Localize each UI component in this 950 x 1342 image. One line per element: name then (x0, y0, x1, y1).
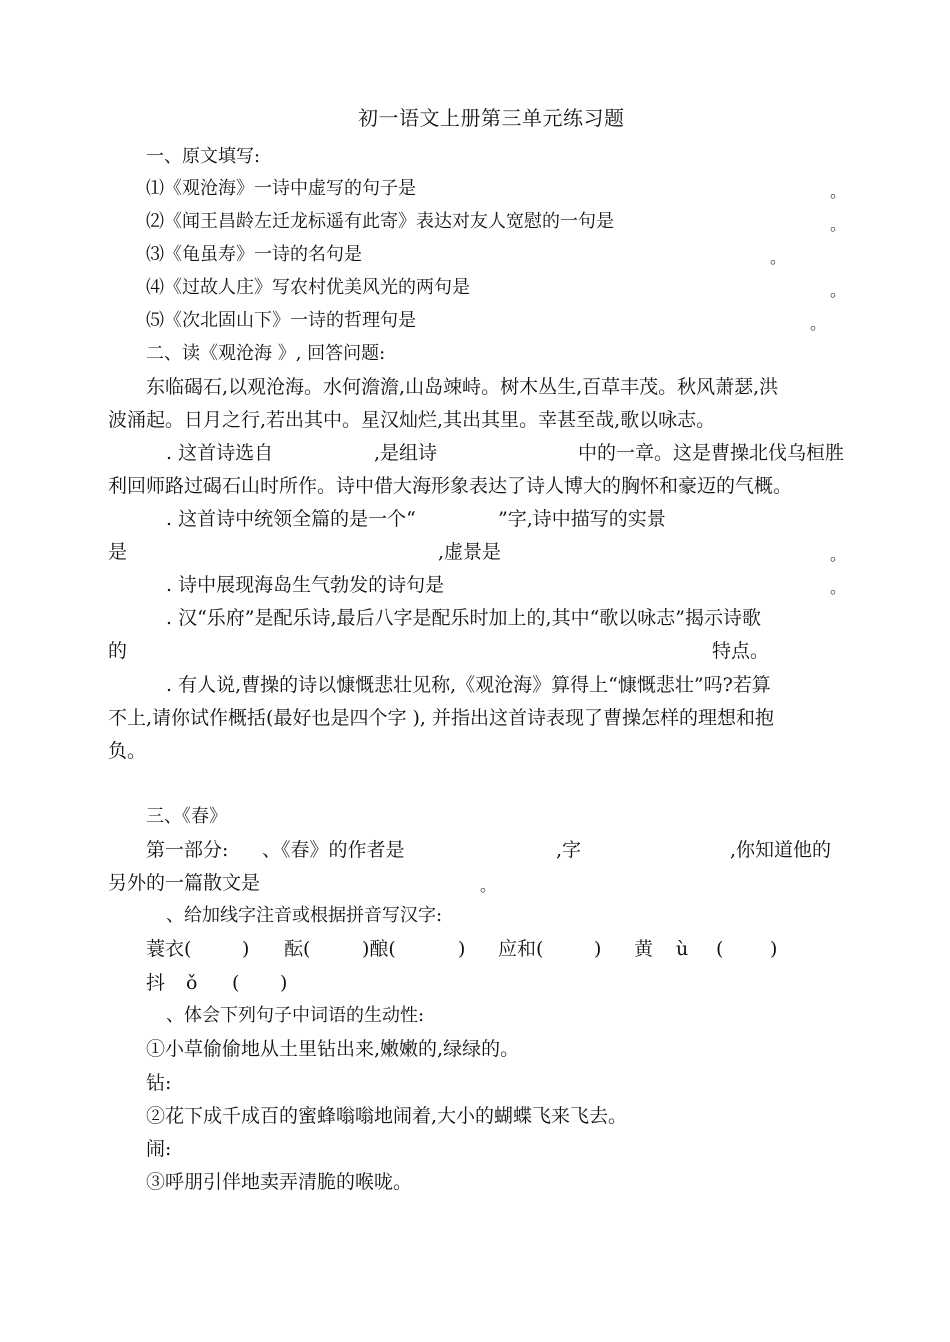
q2-part-c: 是 (108, 541, 128, 563)
pinyin-yinghe: 应和( (498, 938, 544, 960)
pinyin-huang: 黄 (634, 938, 654, 960)
q2-part-b: ”字,诗中描写的实景 (498, 508, 666, 530)
pinyin-task: 、给加线字注音或根据拼音写汉字: (166, 905, 443, 926)
fill-item-3-end: 。 (770, 248, 787, 267)
section1-heading: 一、原文填写: (146, 146, 261, 167)
part1-other-q: ,你知道他的 (730, 839, 832, 861)
fill-item-5: ⑸《次北固山下》一诗的哲理句是 (146, 310, 416, 331)
q1-part-a: . 这首诗选自 (166, 442, 274, 464)
pinyin-dou: 抖 (146, 972, 166, 994)
section2-heading: 二、读《观沧海 》, 回答问题: (146, 343, 386, 364)
pinyin-dou-close: ) (280, 972, 288, 994)
q1-part-c: 中的一章。这是曹操北伐乌桓胜 (578, 442, 845, 464)
fill-item-5-end: 。 (810, 314, 827, 333)
fill-item-1-end: 。 (830, 182, 847, 201)
pinyin-dou-o: ǒ (186, 972, 198, 994)
q3-end: 。 (830, 578, 847, 597)
q4-part-a: . 汉“乐府”是配乐诗,最后八字是配乐时加上的,其中“歌以咏志”揭示诗歌 (166, 607, 762, 629)
vivid-task: 、体会下列句子中词语的生动性: (166, 1005, 425, 1026)
fill-item-2: ⑵《闻王昌龄左迁龙标遥有此寄》表达对友人宽慰的一句是 (146, 211, 614, 232)
q2-end: 。 (830, 545, 847, 564)
part1-end: 。 (480, 876, 497, 895)
sentence-2-word: 闹: (146, 1138, 172, 1160)
page-title: 初一语文上册第三单元练习题 (358, 106, 625, 130)
fill-item-1: ⑴《观沧海》一诗中虚写的句子是 (146, 178, 416, 199)
part1-courtesy-q: ,字 (556, 839, 582, 861)
poem-line-1: 东临碣石,以观沧海。水何澹澹,山岛竦峙。树木丛生,百草丰茂。秋风萧瑟,洪 (146, 376, 779, 398)
fill-item-3: ⑶《龟虽寿》一诗的名句是 (146, 244, 362, 265)
sentence-3: ③呼朋引伴地卖弄清脆的喉咙。 (146, 1171, 413, 1193)
fill-item-4: ⑷《过故人庄》写农村优美风光的两句是 (146, 277, 470, 298)
pinyin-huang-close: ) (770, 938, 778, 960)
pinyin-huang-open: ( (716, 938, 724, 960)
part1-author-q: 、《春》的作者是 (262, 839, 405, 861)
fill-item-2-end: 。 (830, 215, 847, 234)
q1-part-d: 利回师路过碣石山时所作。诗中借大海形象表达了诗人博大的胸怀和豪迈的气概。 (108, 475, 793, 497)
pinyin-yinghe-close: ) (594, 938, 602, 960)
pinyin-niang-close: ) (458, 938, 466, 960)
sentence-1-word: 钻: (146, 1072, 172, 1094)
fill-item-4-end: 。 (830, 281, 847, 300)
pinyin-huang-u: ù (676, 938, 689, 960)
part1-label: 第一部分: (146, 839, 229, 861)
pinyin-suoyi-close: ) (242, 938, 250, 960)
q5-part-a: . 有人说,曹操的诗以慷慨悲壮见称,《观沧海》算得上“慷慨悲壮”吗?若算 (166, 674, 771, 696)
q5-part-b: 不上,请你试作概括(最好也是四个字 ), 并指出这首诗表现了曹操怎样的理想和抱 (108, 707, 774, 729)
sentence-2: ②花下成千成百的蜜蜂嗡嗡地闹着,大小的蝴蝶飞来飞去。 (146, 1105, 628, 1127)
pinyin-dou-open: ( (232, 972, 240, 994)
q3-part-a: . 诗中展现海岛生气勃发的诗句是 (166, 574, 445, 596)
poem-line-2: 波涌起。日月之行,若出其中。星汉灿烂,其出其里。幸甚至哉,歌以咏志。 (108, 409, 716, 431)
q4-part-c: 特点。 (712, 640, 770, 662)
pinyin-yun: 酝( (284, 938, 311, 960)
q5-part-c: 负。 (108, 740, 147, 762)
sentence-1: ①小草偷偷地从土里钻出来,嫩嫩的,绿绿的。 (146, 1038, 520, 1060)
pinyin-suoyi: 蓑衣( (146, 938, 192, 960)
q1-part-b: ,是组诗 (374, 442, 438, 464)
q4-part-b: 的 (108, 640, 128, 662)
q2-part-d: ,虚景是 (438, 541, 502, 563)
q2-part-a: . 这首诗中统领全篇的是一个“ (166, 508, 416, 530)
pinyin-niang: )酿( (362, 938, 396, 960)
section3-heading: 三、《春》 (146, 806, 227, 827)
part1-essay-q: 另外的一篇散文是 (108, 872, 261, 894)
